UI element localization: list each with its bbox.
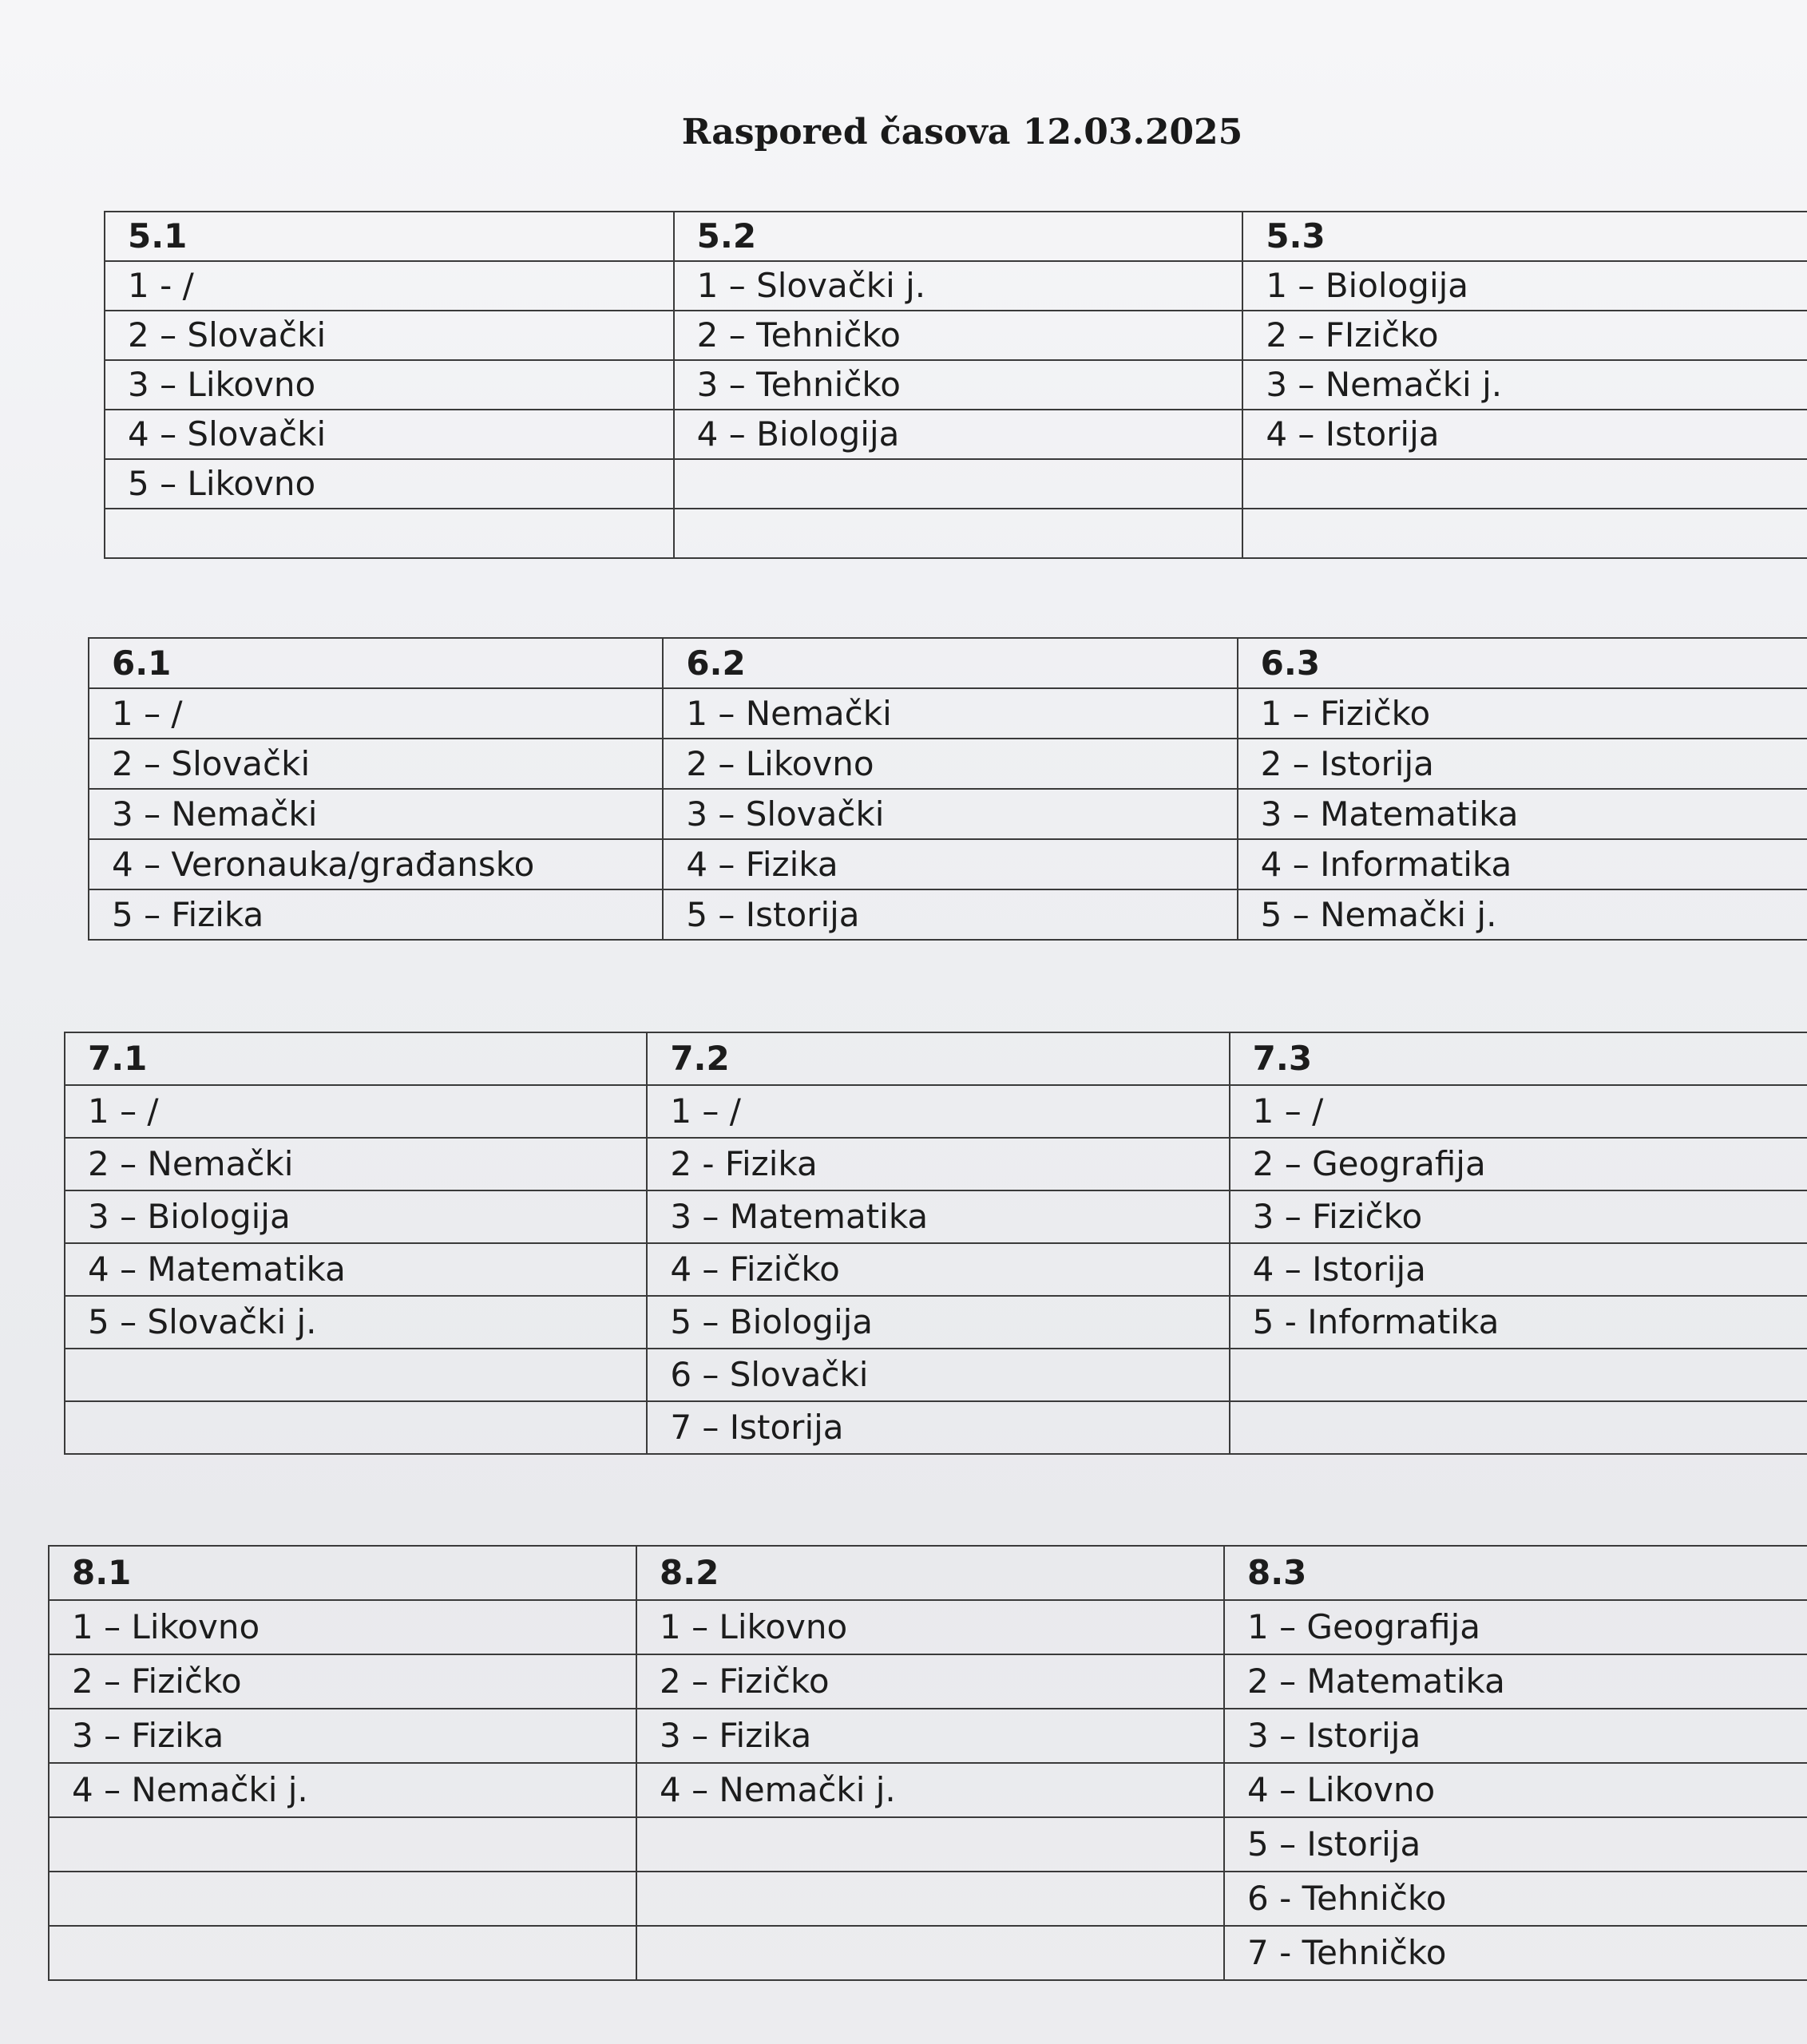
schedule-cell: 6 – Slovački: [647, 1349, 1229, 1401]
schedule-cell: 3 – Matematika: [647, 1190, 1229, 1243]
table-row: [49, 1709, 1807, 1763]
schedule-cell: 1 – /: [647, 1085, 1229, 1138]
schedule-cell: [65, 1401, 647, 1454]
class-header-6-1: 6.1: [89, 638, 663, 688]
table-row: [105, 261, 1807, 311]
schedule-cell: 2 – Fizičko: [636, 1654, 1224, 1709]
schedule-cell: 5 – Istorija: [663, 889, 1237, 940]
schedule-cell: 2 – Istorija: [1238, 739, 1807, 789]
table-row: [65, 1190, 1807, 1243]
schedule-cell: [1242, 459, 1807, 509]
schedule-cell: 4 – Veronauka/građansko: [89, 839, 663, 889]
schedule-cell: 2 – FIzičko: [1242, 311, 1807, 360]
schedule-cell: 2 – Slovački: [105, 311, 674, 360]
schedule-cell: 5 – Slovački j.: [65, 1296, 647, 1349]
table-row: [89, 688, 1807, 739]
table-row: [89, 839, 1807, 889]
schedule-cell: 1 – /: [89, 688, 663, 739]
schedule-cell: 3 – Likovno: [105, 360, 674, 410]
class-header-5-2: 5.2: [674, 212, 1243, 261]
schedule-cell: 3 – Tehničko: [674, 360, 1243, 410]
schedule-cell: 2 - Fizika: [647, 1138, 1229, 1190]
schedule-cell: [674, 459, 1243, 509]
schedule-cell: 3 – Fizičko: [1230, 1190, 1807, 1243]
table-row: [49, 1654, 1807, 1709]
schedule-cell: 2 – Matematika: [1224, 1654, 1807, 1709]
table-row: [65, 1243, 1807, 1296]
schedule-cell: [1230, 1349, 1807, 1401]
schedule-cell: 3 – Fizika: [636, 1709, 1224, 1763]
class-header-6-3: 6.3: [1238, 638, 1807, 688]
table-header-row: [89, 638, 1807, 688]
table-header-row: [49, 1546, 1807, 1600]
class-header-8-3: 8.3: [1224, 1546, 1807, 1600]
schedule-cell: 1 - /: [105, 261, 674, 311]
schedule-cell: [636, 1926, 1224, 1980]
class-header-6-2: 6.2: [663, 638, 1237, 688]
class-header-8-2: 8.2: [636, 1546, 1224, 1600]
schedule-cell: [105, 509, 674, 558]
schedule-cell: 5 – Nemački j.: [1238, 889, 1807, 940]
class-header-5-1: 5.1: [105, 212, 674, 261]
schedule-cell: 6 - Tehničko: [1224, 1872, 1807, 1926]
schedule-cell: [1230, 1401, 1807, 1454]
schedule-cell: 3 – Nemački j.: [1242, 360, 1807, 410]
schedule-cell: 4 – Matematika: [65, 1243, 647, 1296]
table-row: [65, 1296, 1807, 1349]
schedule-cell: 4 – Nemački j.: [636, 1763, 1224, 1817]
schedule-cell: 1 – Slovački j.: [674, 261, 1243, 311]
schedule-cell: 1 – /: [1230, 1085, 1807, 1138]
class-header-7-3: 7.3: [1230, 1032, 1807, 1085]
schedule-cell: 5 – Biologija: [647, 1296, 1229, 1349]
schedule-cell: 4 – Nemački j.: [49, 1763, 636, 1817]
table-row: [105, 311, 1807, 360]
table-row: [49, 1817, 1807, 1872]
schedule-cell: 3 – Fizika: [49, 1709, 636, 1763]
schedule-cell: 5 – Fizika: [89, 889, 663, 940]
schedule-cell: 2 – Slovački: [89, 739, 663, 789]
schedule-cell: 4 – Fizičko: [647, 1243, 1229, 1296]
class-header-7-2: 7.2: [647, 1032, 1229, 1085]
schedule-cell: 7 – Istorija: [647, 1401, 1229, 1454]
schedule-cell: 3 – Biologija: [65, 1190, 647, 1243]
table-row: [65, 1085, 1807, 1138]
schedule-cell: 1 – Geografija: [1224, 1600, 1807, 1654]
table-row: [105, 459, 1807, 509]
schedule-cell: [49, 1872, 636, 1926]
schedule-cell: 7 - Tehničko: [1224, 1926, 1807, 1980]
schedule-cell: 2 – Nemački: [65, 1138, 647, 1190]
schedule-cell: 1 – Nemački: [663, 688, 1237, 739]
schedule-cell: [636, 1872, 1224, 1926]
schedule-cell: [49, 1926, 636, 1980]
table-row: [65, 1138, 1807, 1190]
schedule-cell: 5 – Istorija: [1224, 1817, 1807, 1872]
schedule-cell: 4 – Istorija: [1242, 410, 1807, 459]
document-title: Raspored časova 12.03.2025: [681, 112, 1243, 153]
schedule-cell: 4 – Informatika: [1238, 839, 1807, 889]
schedule-table-grade-8: [48, 1545, 1807, 1981]
schedule-cell: 4 – Istorija: [1230, 1243, 1807, 1296]
schedule-cell: 1 – Likovno: [49, 1600, 636, 1654]
schedule-cell: 4 – Fizika: [663, 839, 1237, 889]
table-row: [105, 410, 1807, 459]
schedule-cell: [674, 509, 1243, 558]
table-header-row: [105, 212, 1807, 261]
schedule-cell: 1 – Fizičko: [1238, 688, 1807, 739]
table-row: [49, 1926, 1807, 1980]
schedule-cell: 2 – Geografija: [1230, 1138, 1807, 1190]
class-header-5-3: 5.3: [1242, 212, 1807, 261]
table-row: [89, 789, 1807, 839]
schedule-cell: 1 – Biologija: [1242, 261, 1807, 311]
table-row: [89, 889, 1807, 940]
schedule-cell: 5 – Likovno: [105, 459, 674, 509]
schedule-cell: 3 – Istorija: [1224, 1709, 1807, 1763]
schedule-cell: 4 – Biologija: [674, 410, 1243, 459]
schedule-cell: [1242, 509, 1807, 558]
schedule-table-grade-6: [88, 637, 1807, 941]
table-row: [65, 1401, 1807, 1454]
table-row: [49, 1872, 1807, 1926]
schedule-cell: [636, 1817, 1224, 1872]
table-header-row: [65, 1032, 1807, 1085]
schedule-cell: [49, 1817, 636, 1872]
table-row: [105, 509, 1807, 558]
schedule-cell: 2 – Likovno: [663, 739, 1237, 789]
schedule-table-grade-5: [104, 211, 1807, 559]
table-row: [65, 1349, 1807, 1401]
table-row: [105, 360, 1807, 410]
schedule-cell: 3 – Matematika: [1238, 789, 1807, 839]
table-row: [89, 739, 1807, 789]
schedule-cell: 1 – /: [65, 1085, 647, 1138]
schedule-cell: 2 – Fizičko: [49, 1654, 636, 1709]
schedule-cell: 4 – Slovački: [105, 410, 674, 459]
class-header-8-1: 8.1: [49, 1546, 636, 1600]
schedule-cell: 4 – Likovno: [1224, 1763, 1807, 1817]
schedule-cell: 5 - Informatika: [1230, 1296, 1807, 1349]
schedule-cell: [65, 1349, 647, 1401]
table-row: [49, 1600, 1807, 1654]
schedule-table-grade-7: [64, 1032, 1807, 1455]
class-header-7-1: 7.1: [65, 1032, 647, 1085]
schedule-cell: 2 – Tehničko: [674, 311, 1243, 360]
schedule-cell: 3 – Slovački: [663, 789, 1237, 839]
table-row: [49, 1763, 1807, 1817]
schedule-cell: 1 – Likovno: [636, 1600, 1224, 1654]
schedule-cell: 3 – Nemački: [89, 789, 663, 839]
